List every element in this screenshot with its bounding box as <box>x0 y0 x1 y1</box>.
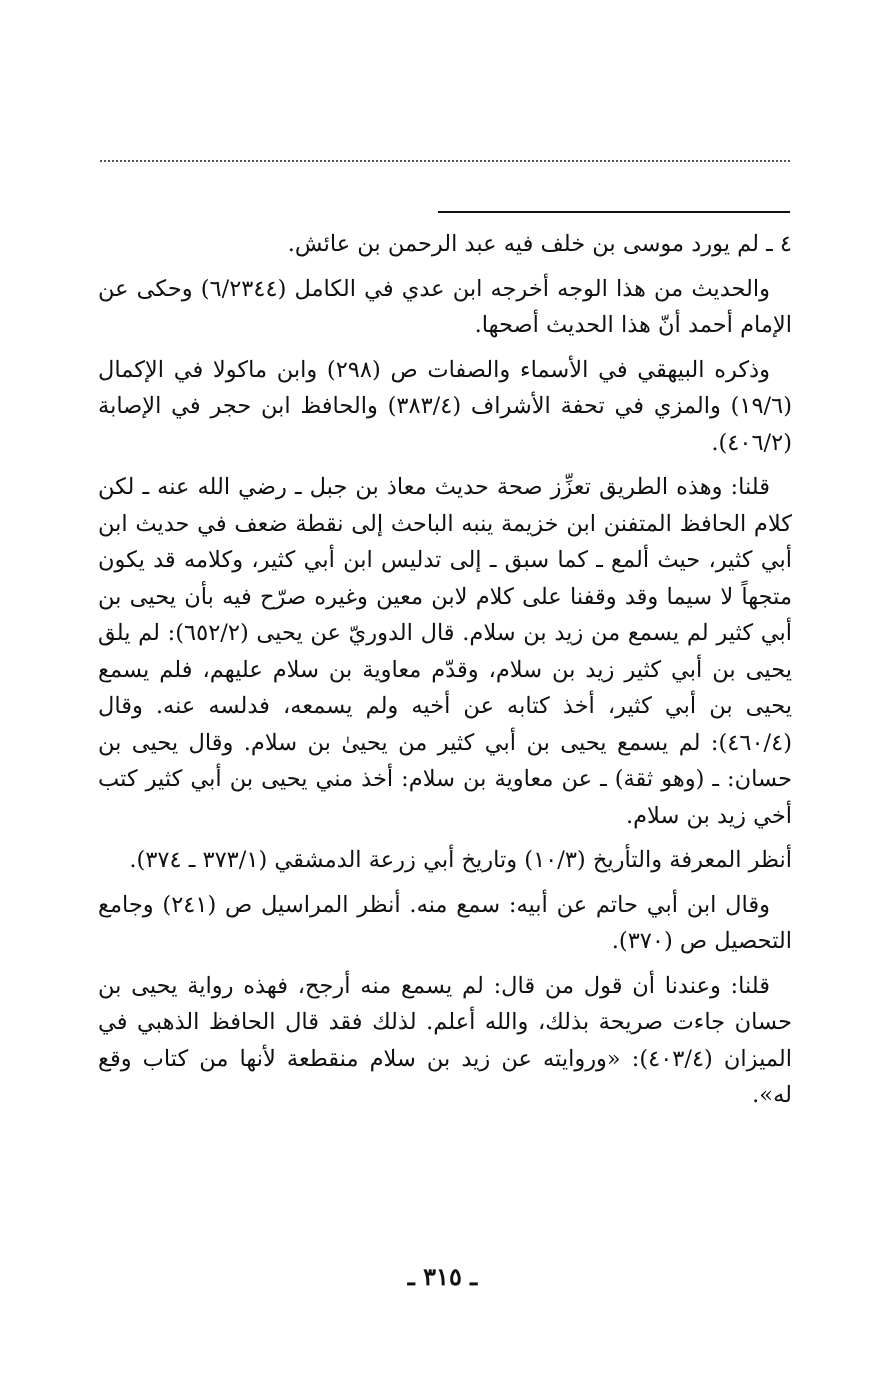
footnote-paragraph-7: قلنا: وعندنا أن قول من قال: لم يسمع منه أرجح، فهذه رواية يحيى بن حسان جاءت صريحة بذلك، والله أعلم. لذلك فقد قال الحافظ الذهبي في الميزان (٤٠٣/٤): «وروايته عن زيد بن سلام منقطعة لأنها من كتاب وقع له». <box>98 972 792 1108</box>
footnote-paragraph-4: قلنا: وهذه الطريق تعزِّز صحة حديث معاذ بن جبل ـ رضي الله عنه ـ لكن كلام الحافظ المتفنن ابن خزيمة ينبه الباحث إلى نقطة ضعف في حديث ابن أبي كثير، حيث ألمع ـ كما سبق ـ إلى تدليس ابن أبي كثير، وكلامه قد يكون متجهاً لا سيما وقد وقفنا على كلام لابن معين وغيره صرّح فيه بأن يحيى بن أبي كثير لم يسمع من زيد بن سلام. قال الدوريّ عن يحيى (٦٥٢/٢): لم يلق يحيى بن أبي كثير زيد بن سلام، وقدّم معاوية بن سلام عليهم، فلم يسمع يحيى بن أبي كثير، أخذ كتابه عن أخيه ولم يسمعه، فدلسه عنه. وقال (٤٦٠/٤): لم يسمع يحيى بن أبي كثير من يحيىٰ بن سلام. وقال يحيى بن حسان: ـ (وهو ثقة) ـ عن معاوية بن سلام: أخذ مني يحيى بن أبي كثير كتب أخي زيد بن سلام. <box>98 474 792 829</box>
footnote-paragraph-5: أنظر المعرفة والتأريخ (١٠/٣) وتاريخ أبي زرعة الدمشقي (٣٧٣/١ ـ ٣٧٤). <box>129 847 792 873</box>
footnote-separator-line <box>438 211 790 213</box>
footnote-text-block <box>98 226 792 1122</box>
footnote-paragraph-3: وذكره البيهقي في الأسماء والصفات ص (٢٩٨) وابن ماكولا في الإكمال (١٩/٦) والمزي في تحفة الأشراف (٣٨٣/٤) والحافظ ابن حجر في الإصابة (٤٠٦/٢). <box>98 356 792 456</box>
footnote-paragraph-1: ٤ ـ لم يورد موسى بن خلف فيه عبد الرحمن بن عائش. <box>287 231 792 257</box>
page-number: ـ ٣١٥ ـ <box>407 1262 478 1291</box>
footnote-paragraph-6: وقال ابن أبي حاتم عن أبيه: سمع منه. أنظر المراسيل ص (٢٤١) وجامع التحصيل ص (٣٧٠). <box>98 891 792 954</box>
footnote-paragraph-2: والحديث من هذا الوجه أخرجه ابن عدي في الكامل (٦/٢٣٤٤) وحكى عن الإمام أحمد أنّ هذا الحديث أصحها. <box>98 275 792 338</box>
dotted-separator <box>100 160 790 162</box>
